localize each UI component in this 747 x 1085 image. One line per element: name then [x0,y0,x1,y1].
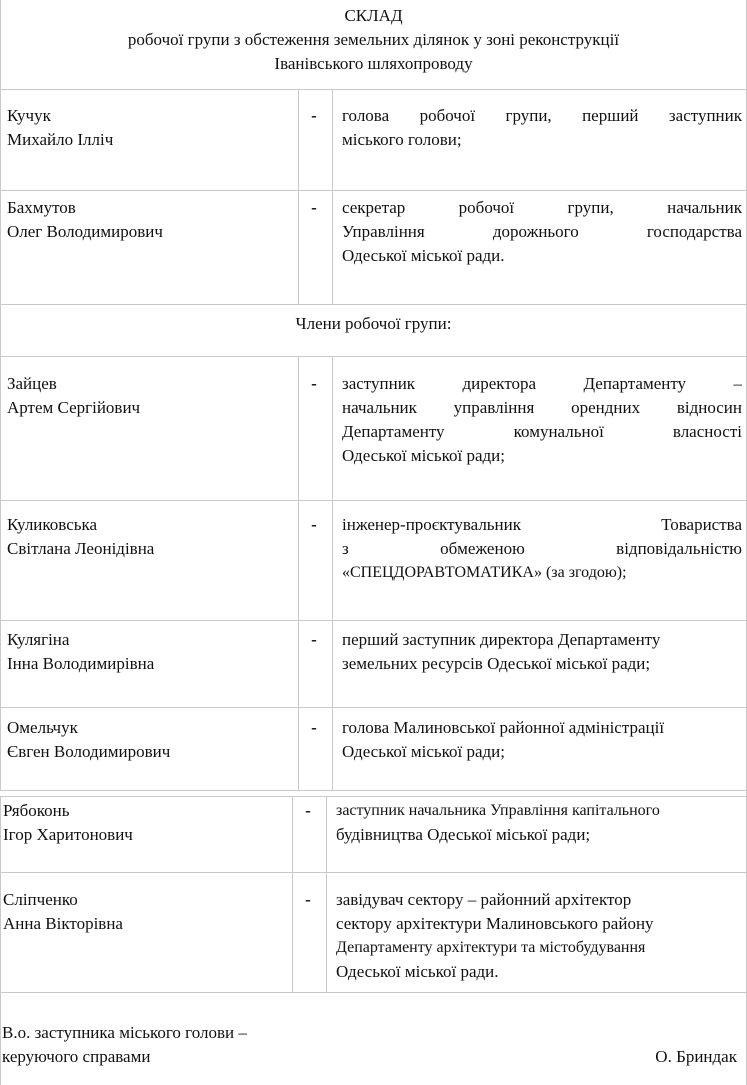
column-separator [332,190,333,304]
document-title: СКЛАД [344,6,403,25]
role-line: сектору архітектури Малиновського району [336,914,654,933]
dash-separator: - [311,630,317,649]
column-separator [332,89,333,190]
person-name [7,513,292,561]
signature-name: О. Бриндак [655,1047,737,1066]
role-line: заступник начальника Управління капітального [336,802,660,819]
role-line: земельних ресурсів Одеської міської ради; [342,654,651,673]
column-separator [326,796,327,992]
person-name [7,628,292,676]
table-rule [0,190,747,191]
person-given-name: Анна Вікторівна [3,914,123,933]
table-rule [0,790,747,791]
table-rule [0,620,747,621]
person-name [3,888,288,936]
column-separator [0,796,1,1085]
person-surname: Сліпченко [3,890,78,909]
person-role [342,628,742,676]
role-line: міського голови; [342,130,462,149]
person-surname: Зайцев [7,374,57,393]
person-role [342,372,742,468]
table-rule [0,872,747,873]
person-role [342,196,742,268]
role-line: будівництва Одеської міської ради; [336,825,591,844]
dash-separator: - [305,801,311,820]
document-header [0,4,747,76]
person-role [336,799,740,847]
table-rule [0,304,747,305]
document-subtitle-line2: Іванівського шляхопроводу [274,54,473,73]
dash-separator: - [305,890,311,909]
table-rule [0,89,747,90]
role-line: перший заступник директора Департаменту [342,630,661,649]
person-name [7,104,292,152]
signature-position-line: керуючого справами [2,1047,151,1066]
dash-separator: - [311,515,317,534]
role-line: заступник директора Департаменту – [342,374,742,393]
person-surname: Кучук [7,106,51,125]
role-line: Департаменту комунальної власності [342,422,742,441]
role-line: голова робочої групи, перший заступник [342,106,742,125]
role-line: Одеської міської ради. [336,962,499,981]
person-given-name: Артем Сергійович [7,398,141,417]
person-role [336,888,740,984]
person-given-name: Євген Володимирович [7,742,171,761]
person-surname: Рябоконь [3,801,70,820]
signature-position [2,1021,247,1069]
role-line: Одеської міської ради; [342,742,506,761]
table-rule [0,500,747,501]
dash-separator: - [311,198,317,217]
person-surname: Куликовська [7,515,98,534]
person-name [3,799,288,847]
role-line: начальник управління орендних відносин [342,398,742,417]
person-given-name: Олег Володимирович [7,222,163,241]
signature-position-line: В.о. заступника міського голови – [2,1023,247,1042]
table-rule [0,707,747,708]
role-line: Управління дорожнього господарства [342,222,742,241]
role-line: інженер-проєктувальник Товариства [342,515,742,534]
table-rule [0,796,747,797]
role-line: Департаменту архітектури та містобудування [336,939,646,956]
person-role [342,513,742,585]
person-surname: Бахмутов [7,198,76,217]
person-role [342,104,742,152]
person-name [7,716,292,764]
role-line: Одеської міської ради. [342,246,505,265]
table-rule [0,356,747,357]
person-given-name: Михайло Ілліч [7,130,114,149]
person-given-name: Інна Володимирівна [7,654,155,673]
person-given-name: Ігор Харитонович [3,825,133,844]
column-separator [332,356,333,790]
members-section-label: Члени робочої групи: [295,314,452,333]
dash-separator: - [311,106,317,125]
person-surname: Кулягіна [7,630,70,649]
role-line: голова Малиновської районної адміністрації [342,718,665,737]
dash-separator: - [311,374,317,393]
role-line: «СПЕЦДОРАВТОМАТИКА» (за згодою); [342,564,627,581]
role-line: з обмеженою відповідальністю [342,539,742,558]
person-name [7,196,292,244]
document-subtitle-line1: робочої групи з обстеження земельних ділянок у зоні реконструкції [127,30,620,49]
dash-separator: - [311,718,317,737]
person-surname: Омельчук [7,718,78,737]
person-given-name: Світлана Леонідівна [7,539,155,558]
role-line: секретар робочої групи, начальник [342,198,742,217]
person-role [342,716,742,764]
table-border-left [0,0,1,790]
table-rule [0,992,747,993]
role-line: завідувач сектору – районний архітектор [336,890,632,909]
person-name [7,372,292,420]
role-line: Одеської міської ради; [342,446,506,465]
